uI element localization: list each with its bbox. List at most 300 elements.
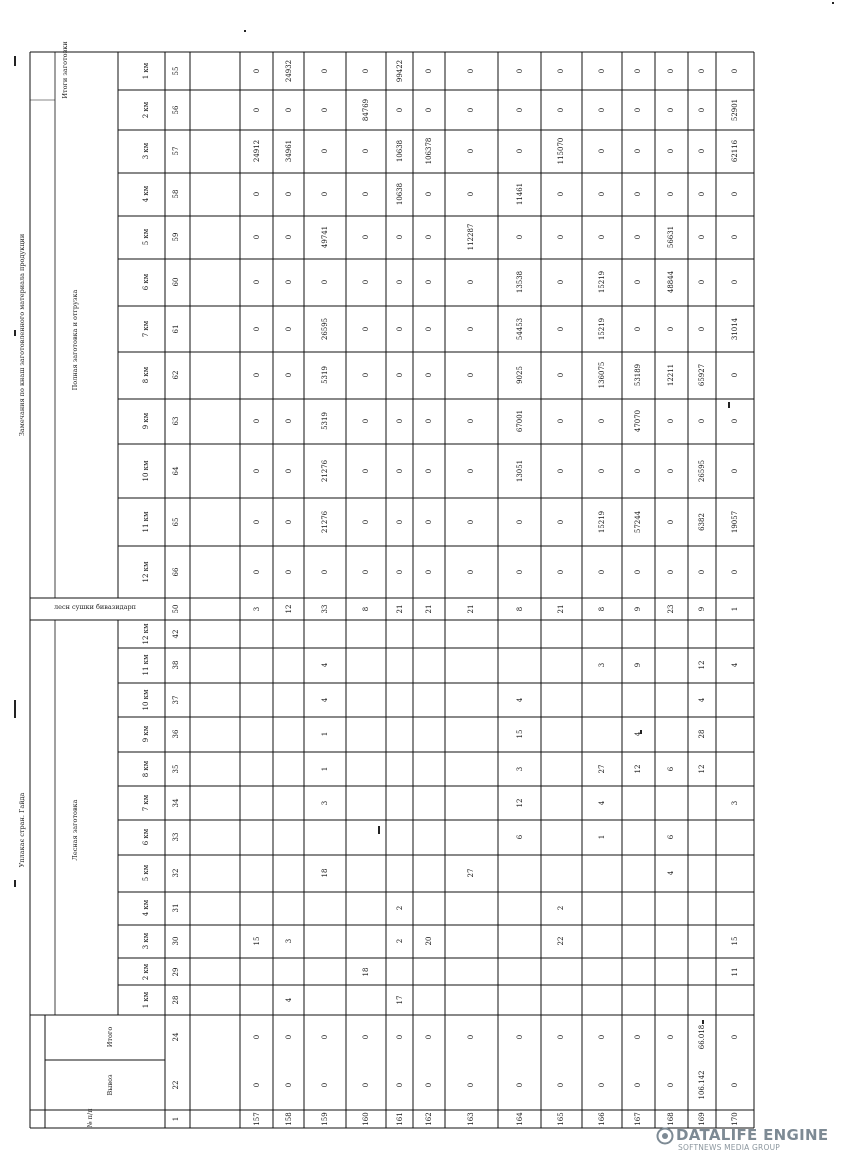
data-cell: 0 [667, 326, 675, 332]
col-a-cell: 0 [285, 1034, 293, 1040]
data-cell: 0 [285, 468, 293, 474]
row-number: 157 [253, 1112, 261, 1126]
row-number: 163 [467, 1112, 475, 1126]
data-cell: 0 [425, 68, 433, 74]
right-month-header: 11 км [142, 511, 150, 533]
sum-cell: 8 [362, 606, 370, 612]
data-cell: 13538 [516, 270, 524, 294]
data-cell: 3 [598, 662, 606, 668]
row-number: 170 [731, 1112, 739, 1126]
right-month-header: 5 км [142, 228, 150, 246]
data-cell: 0 [667, 68, 675, 74]
left-month-header: 8 км [142, 760, 150, 778]
data-cell: 0 [598, 148, 606, 154]
data-cell: 0 [425, 569, 433, 575]
data-cell: 0 [425, 468, 433, 474]
left-month-header: 12 км [142, 623, 150, 645]
right-col-number: 64 [172, 466, 180, 476]
data-cell: 12 [634, 764, 642, 774]
data-cell: 0 [557, 519, 565, 525]
col-a-cell: 0 [667, 1034, 675, 1040]
data-cell: 0 [396, 418, 404, 424]
data-cell: 0 [598, 569, 606, 575]
sub-header-right: Полная заготовка и отгрузка [71, 289, 79, 391]
data-cell: 0 [467, 68, 475, 74]
data-cell: 0 [557, 107, 565, 113]
data-cell: 0 [362, 234, 370, 240]
right-col-number: 55 [172, 66, 180, 76]
right-col-number: 58 [172, 189, 180, 199]
right-month-header: 2 км [142, 101, 150, 119]
data-cell: 106378 [425, 137, 433, 165]
data-cell: 26595 [321, 317, 329, 341]
col-b-cell: 0 [634, 1082, 642, 1088]
right-month-header: 4 км [142, 185, 150, 203]
data-cell: 24912 [253, 139, 261, 163]
left-col-number: 34 [172, 798, 180, 808]
data-cell: 0 [698, 107, 706, 113]
data-cell: 4 [516, 697, 524, 703]
data-cell: 49741 [321, 225, 329, 249]
group-header-right: Замечания по кнаш заготовленного материала продукции [18, 233, 26, 437]
sum-cell: 8 [516, 606, 524, 612]
left-month-header: 1 км [142, 991, 150, 1009]
data-cell: 0 [253, 107, 261, 113]
data-cell: 15 [253, 936, 261, 946]
data-cell: 4 [634, 731, 642, 737]
row-number: 167 [634, 1112, 642, 1126]
right-col-number: 65 [172, 517, 180, 527]
data-cell: 0 [253, 372, 261, 378]
col-rownum-header: № п/п [86, 1108, 94, 1128]
data-cell: 0 [598, 68, 606, 74]
data-cell: 52901 [731, 98, 739, 122]
data-cell: 1 [321, 731, 329, 737]
data-cell: 0 [362, 148, 370, 154]
data-cell: 10638 [396, 139, 404, 163]
col-b-cell: 0 [396, 1082, 404, 1088]
data-cell: 6 [667, 766, 675, 772]
right-col-number: 62 [172, 370, 180, 380]
left-col-number: 29 [172, 967, 180, 977]
data-cell: 0 [598, 191, 606, 197]
data-cell: 0 [362, 468, 370, 474]
col-b-cell: 0 [285, 1082, 293, 1088]
data-cell: 0 [467, 569, 475, 575]
data-cell: 0 [698, 418, 706, 424]
data-cell: 15219 [598, 317, 606, 341]
data-cell: 0 [698, 234, 706, 240]
col-a-number: 24 [172, 1032, 180, 1042]
data-cell: 0 [425, 418, 433, 424]
col-b-cell: 0 [557, 1082, 565, 1088]
right-col-number: 57 [172, 146, 180, 156]
data-cell: 0 [467, 279, 475, 285]
left-col-number: 36 [172, 729, 180, 739]
data-cell: 0 [698, 191, 706, 197]
sum-cell: 12 [285, 604, 293, 614]
row-number: 161 [396, 1112, 404, 1126]
data-cell: 0 [557, 279, 565, 285]
data-cell: 18 [362, 967, 370, 977]
left-col-number: 30 [172, 936, 180, 946]
data-cell: 0 [516, 107, 524, 113]
data-cell: 0 [667, 569, 675, 575]
data-cell: 12 [516, 798, 524, 808]
data-cell: 0 [467, 418, 475, 424]
left-col-number: 37 [172, 695, 180, 705]
col-a-cell: 0 [557, 1034, 565, 1040]
data-cell: 0 [253, 519, 261, 525]
data-cell: 0 [731, 279, 739, 285]
right-month-header: 7 км [142, 320, 150, 338]
data-cell: 15219 [598, 510, 606, 534]
col-b-cell: 0 [731, 1082, 739, 1088]
row-number: 165 [557, 1112, 565, 1126]
data-cell: 0 [321, 279, 329, 285]
data-cell: 0 [557, 68, 565, 74]
data-cell: 0 [396, 279, 404, 285]
data-cell: 4 [667, 870, 675, 876]
row-number: 169 [698, 1112, 706, 1126]
data-cell: 0 [362, 372, 370, 378]
right-month-header: 1 км [142, 62, 150, 80]
data-cell: 0 [731, 468, 739, 474]
data-cell: 0 [698, 326, 706, 332]
col-b-number: 22 [172, 1080, 180, 1090]
left-month-header: 5 км [142, 864, 150, 882]
data-cell: 0 [667, 107, 675, 113]
data-cell: 65927 [698, 363, 706, 387]
sum-col-number: 50 [172, 604, 180, 614]
data-cell: 0 [557, 372, 565, 378]
col-b-cell: 0 [516, 1082, 524, 1088]
data-cell: 53189 [634, 363, 642, 387]
data-cell: 0 [425, 372, 433, 378]
col-b-cell: 106.142 [698, 1070, 706, 1100]
left-col-number: 28 [172, 995, 180, 1005]
sum-cell: 8 [598, 606, 606, 612]
data-cell: 0 [396, 326, 404, 332]
left-month-header: 4 км [142, 899, 150, 917]
watermark-title: DATALIFE ENGINE [676, 1126, 829, 1144]
col-a-cell: 0 [362, 1034, 370, 1040]
sum-cell: 21 [425, 604, 433, 614]
left-col-number: 38 [172, 660, 180, 670]
col-a-cell: 0 [634, 1034, 642, 1040]
data-cell: 0 [362, 418, 370, 424]
data-cell: 54453 [516, 317, 524, 341]
data-cell: 0 [285, 372, 293, 378]
data-cell: 4 [598, 800, 606, 806]
right-month-header: 12 км [142, 561, 150, 583]
sum-cell: 21 [467, 604, 475, 614]
col-a-cell: 0 [598, 1034, 606, 1040]
data-cell: 0 [285, 279, 293, 285]
data-cell: 0 [425, 519, 433, 525]
data-cell: 2 [557, 905, 565, 911]
data-cell: 15 [516, 729, 524, 739]
data-cell: 4 [321, 662, 329, 668]
data-cell: 0 [731, 68, 739, 74]
data-cell: 20 [425, 936, 433, 946]
data-cell: 0 [362, 519, 370, 525]
data-cell: 0 [285, 191, 293, 197]
data-cell: 0 [557, 418, 565, 424]
data-cell: 0 [634, 279, 642, 285]
data-cell: 3 [731, 800, 739, 806]
col-a-cell: 0 [467, 1034, 475, 1040]
data-cell: 11461 [516, 182, 524, 206]
data-cell: 0 [667, 148, 675, 154]
data-cell: 0 [557, 191, 565, 197]
data-cell: 0 [396, 234, 404, 240]
data-cell: 0 [253, 326, 261, 332]
group-header-left: Уплакає стран. Гайда [18, 792, 26, 868]
data-cell: 26595 [698, 459, 706, 483]
data-cell: 18 [321, 868, 329, 878]
data-cell: 0 [467, 326, 475, 332]
right-month-header: 8 км [142, 366, 150, 384]
data-cell: 6 [516, 834, 524, 840]
sum-cell: 23 [667, 604, 675, 614]
data-cell: 0 [557, 234, 565, 240]
data-cell: 0 [467, 372, 475, 378]
data-cell: 48844 [667, 270, 675, 294]
data-cell: 0 [425, 234, 433, 240]
data-cell: 0 [467, 148, 475, 154]
data-cell: 0 [698, 279, 706, 285]
col-a-cell: 0 [731, 1034, 739, 1040]
data-cell: 21276 [321, 510, 329, 534]
data-cell: 0 [285, 107, 293, 113]
data-cell: 0 [253, 191, 261, 197]
right-month-header: 10 км [142, 460, 150, 482]
data-cell: 0 [557, 326, 565, 332]
data-cell: 0 [598, 418, 606, 424]
data-cell: 0 [634, 107, 642, 113]
data-cell: 0 [516, 569, 524, 575]
data-cell: 0 [396, 519, 404, 525]
row-number: 160 [362, 1112, 370, 1126]
data-cell: 0 [321, 569, 329, 575]
datalife-logo-icon [656, 1127, 674, 1145]
data-cell: 19057 [731, 510, 739, 534]
data-cell: 0 [731, 418, 739, 424]
col-b-header: Вывоз [106, 1074, 114, 1096]
data-cell: 0 [362, 191, 370, 197]
col-b-cell: 0 [667, 1082, 675, 1088]
data-cell: 136075 [598, 361, 606, 389]
col-b-cell: 0 [467, 1082, 475, 1088]
sub-header-sum: лесн сушки бивазидарп [53, 603, 137, 611]
data-cell: 27 [598, 764, 606, 774]
data-cell: 0 [285, 418, 293, 424]
data-cell: 0 [667, 519, 675, 525]
right-col-number: 61 [172, 324, 180, 334]
data-cell: 5319 [321, 412, 329, 430]
left-month-header: 2 км [142, 963, 150, 981]
left-month-header: 10 км [142, 689, 150, 711]
data-cell: 0 [634, 191, 642, 197]
data-cell: 0 [285, 519, 293, 525]
left-col-number: 35 [172, 764, 180, 774]
right-month-header: 9 км [142, 412, 150, 430]
sum-cell: 9 [698, 606, 706, 612]
data-cell: 12211 [667, 363, 675, 387]
data-cell: 0 [634, 148, 642, 154]
data-cell: 0 [598, 234, 606, 240]
data-cell: 31014 [731, 317, 739, 341]
right-col-number: 56 [172, 105, 180, 115]
data-cell: 12 [698, 764, 706, 774]
data-cell: 13051 [516, 459, 524, 483]
data-cell: 10638 [396, 182, 404, 206]
data-cell: 0 [253, 569, 261, 575]
data-cell: 0 [425, 326, 433, 332]
data-cell: 5319 [321, 366, 329, 384]
data-cell: 0 [516, 68, 524, 74]
data-cell: 0 [634, 468, 642, 474]
right-col-number: 63 [172, 416, 180, 426]
data-cell: 0 [598, 107, 606, 113]
row-number: 1 [172, 1116, 180, 1122]
data-cell: 1 [598, 834, 606, 840]
data-cell: 0 [467, 519, 475, 525]
col-a-cell: 0 [253, 1034, 261, 1040]
left-month-header: 3 км [142, 932, 150, 950]
data-cell: 0 [667, 191, 675, 197]
data-cell: 9 [634, 662, 642, 668]
data-cell: 112287 [467, 223, 475, 251]
data-cell: 4 [698, 697, 706, 703]
data-cell: 0 [516, 148, 524, 154]
data-cell: 2 [396, 905, 404, 911]
data-cell: 0 [667, 418, 675, 424]
col-a-cell: 0 [396, 1034, 404, 1040]
data-cell: 0 [516, 234, 524, 240]
right-col-number: 59 [172, 232, 180, 242]
data-cell: 0 [467, 107, 475, 113]
data-cell: 67001 [516, 409, 524, 433]
row-number: 158 [285, 1112, 293, 1126]
data-cell: 15219 [598, 270, 606, 294]
data-cell: 0 [698, 68, 706, 74]
data-cell: 0 [396, 107, 404, 113]
data-cell: 0 [321, 191, 329, 197]
data-cell: 0 [321, 68, 329, 74]
data-cell: 0 [698, 569, 706, 575]
data-cell: 99422 [396, 59, 404, 83]
col-a-cell: 0 [516, 1034, 524, 1040]
watermark [656, 1125, 836, 1155]
data-cell: 0 [396, 372, 404, 378]
data-cell: 4 [731, 662, 739, 668]
data-cell: 62116 [731, 139, 739, 163]
row-number: 166 [598, 1112, 606, 1126]
data-cell: 0 [698, 148, 706, 154]
left-month-header: 11 км [142, 654, 150, 676]
data-cell: 6 [667, 834, 675, 840]
data-cell: 56631 [667, 225, 675, 249]
col-a-cell: 66.018 [698, 1024, 706, 1050]
sum-cell: 21 [396, 604, 404, 614]
data-cell: 28 [698, 729, 706, 739]
data-cell: 27 [467, 868, 475, 878]
row-number: 164 [516, 1112, 524, 1126]
sum-cell: 1 [731, 606, 739, 612]
left-col-number: 32 [172, 868, 180, 878]
data-cell: 6382 [698, 513, 706, 531]
data-cell: 0 [634, 68, 642, 74]
data-cell: 0 [253, 468, 261, 474]
data-cell: 0 [634, 326, 642, 332]
row-number: 162 [425, 1112, 433, 1126]
data-cell: 4 [285, 997, 293, 1003]
col-b-cell: 0 [425, 1082, 433, 1088]
data-cell: 0 [467, 468, 475, 474]
col-b-cell: 0 [321, 1082, 329, 1088]
data-cell: 1 [321, 766, 329, 772]
left-col-number: 31 [172, 903, 180, 913]
watermark-subtitle: SOFTNEWS MEDIA GROUP [678, 1143, 780, 1152]
sum-cell: 33 [321, 604, 329, 614]
data-cell: 0 [634, 569, 642, 575]
data-cell: 0 [253, 418, 261, 424]
row-number: 159 [321, 1112, 329, 1126]
data-cell: 0 [253, 234, 261, 240]
left-month-header: 7 км [142, 794, 150, 812]
data-cell: 0 [321, 148, 329, 154]
data-cell: 47070 [634, 409, 642, 433]
sum-cell: 21 [557, 604, 565, 614]
right-col-number: 66 [172, 567, 180, 577]
left-month-header: 9 км [142, 725, 150, 743]
data-cell: 2 [396, 938, 404, 944]
data-cell: 17 [396, 995, 404, 1005]
data-cell: 12 [698, 660, 706, 670]
col-a-header: Итого [106, 1026, 114, 1048]
right-month-header: 3 км [142, 142, 150, 160]
data-cell: 15 [731, 936, 739, 946]
data-cell: 84769 [362, 98, 370, 122]
data-cell: 22 [557, 936, 565, 946]
data-cell: 0 [362, 279, 370, 285]
data-cell: 0 [731, 372, 739, 378]
data-cell: 0 [557, 569, 565, 575]
data-cell: 21276 [321, 459, 329, 483]
data-cell: 0 [634, 234, 642, 240]
left-col-number: 33 [172, 832, 180, 842]
col-b-cell: 0 [253, 1082, 261, 1088]
col-b-cell: 0 [362, 1082, 370, 1088]
data-cell: 3 [321, 800, 329, 806]
data-cell: 0 [667, 468, 675, 474]
col-b-cell: 0 [598, 1082, 606, 1088]
sum-cell: 3 [253, 606, 261, 612]
data-cell: 4 [321, 697, 329, 703]
data-cell: 0 [557, 468, 565, 474]
right-col-number: 60 [172, 277, 180, 287]
data-cell: 0 [396, 569, 404, 575]
data-cell: 0 [425, 191, 433, 197]
data-cell: 11 [731, 967, 739, 977]
row-number: 168 [667, 1112, 675, 1126]
data-cell: 0 [362, 68, 370, 74]
data-cell: 0 [731, 191, 739, 197]
data-cell: 0 [425, 107, 433, 113]
data-cell: 0 [253, 279, 261, 285]
